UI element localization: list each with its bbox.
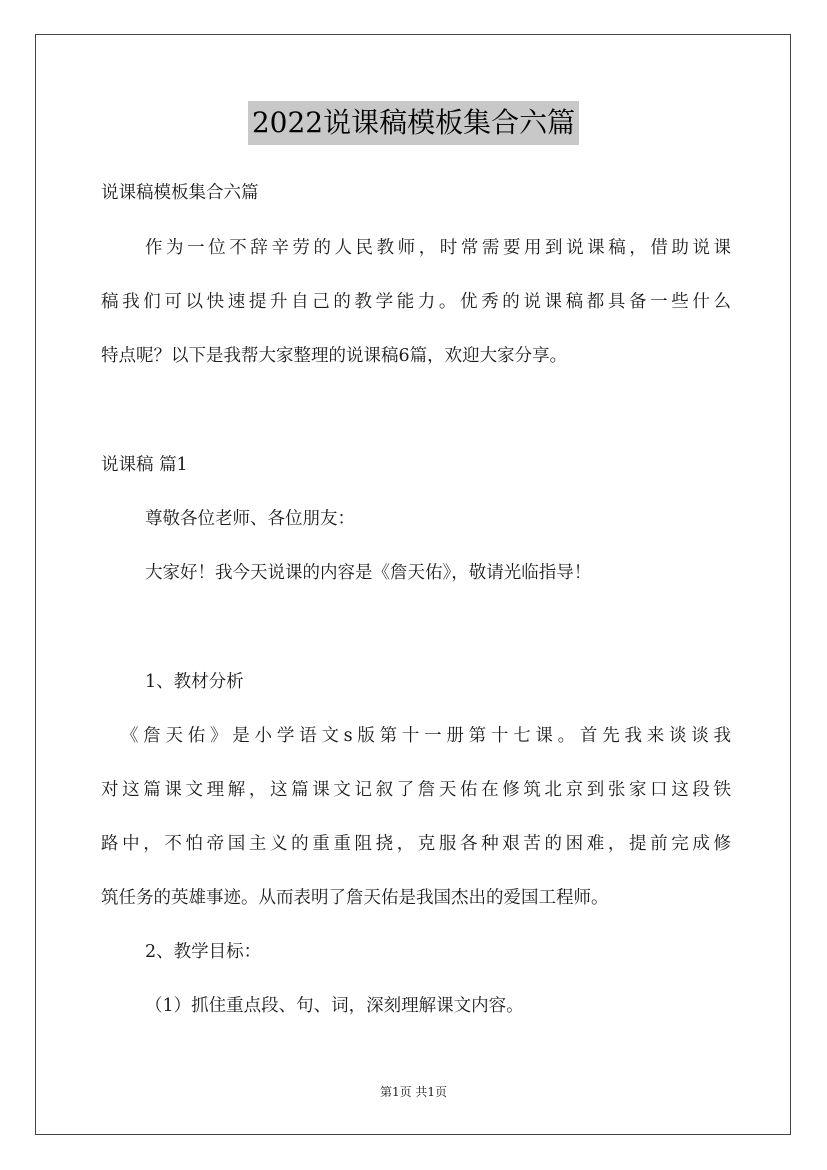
analysis-line-1: 《詹天佑》是小学语文s版第十一册第十七课。首先我来谈谈我 <box>121 726 731 746</box>
analysis-line-2: 对这篇课文理解，这篇课文记叙了詹天佑在修筑北京到张家口这段铁 <box>101 780 731 800</box>
section-heading: 说课稿 篇1 <box>101 455 188 475</box>
intro-line-2: 稿我们可以快速提升自己的教学能力。优秀的说课稿都具备一些什么 <box>101 292 731 312</box>
analysis-line-3: 路中，不怕帝国主义的重重阻挠，克服各种艰苦的困难，提前完成修 <box>101 834 731 854</box>
intro-line-3: 特点呢？以下是我帮大家整理的说课稿6篇，欢迎大家分享。 <box>101 346 568 366</box>
section-2-heading: 2、教学目标： <box>145 942 262 962</box>
analysis-line-4: 筑任务的英雄事迹。从而表明了詹天佑是我国杰出的爱国工程师。 <box>101 888 609 908</box>
page-footer: 第1页 共1页 <box>379 1085 448 1099</box>
subtitle-line: 说课稿模板集合六篇 <box>101 183 259 203</box>
greeting-line: 尊敬各位老师、各位朋友： <box>145 509 355 529</box>
section-1-heading: 1、教材分析 <box>145 672 244 692</box>
intro-line-1: 作为一位不辞辛劳的人民教师，时常需要用到说课稿，借助说课 <box>145 238 731 258</box>
hello-line: 大家好！我今天说课的内容是《詹天佑》，敬请光临指导！ <box>145 563 592 583</box>
document-title: 2022说课稿模板集合六篇 <box>248 101 579 145</box>
title-wrap <box>0 101 827 145</box>
goal-line-1: （1）抓住重点段、句、词，深刻理解课文内容。 <box>145 996 524 1016</box>
